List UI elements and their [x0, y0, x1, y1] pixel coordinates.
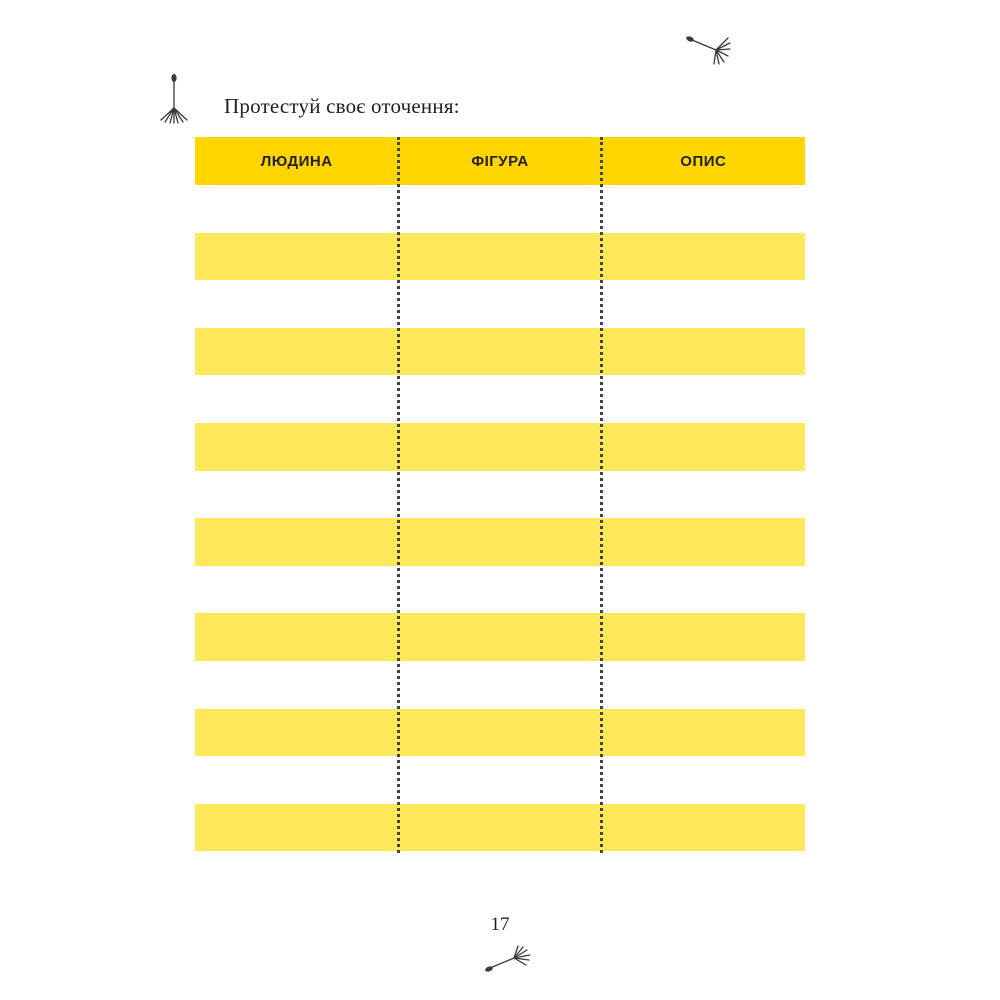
- table-row: [195, 804, 805, 852]
- table-row: [195, 709, 805, 757]
- table-cell: [602, 280, 805, 328]
- table-cell: [195, 613, 398, 661]
- table-row: [195, 423, 805, 471]
- table-cell: [602, 661, 805, 709]
- table-cell: [195, 280, 398, 328]
- table-cell: [398, 375, 601, 423]
- column-divider: [600, 137, 603, 853]
- table-row: [195, 233, 805, 281]
- table-cell: [195, 328, 398, 376]
- table-row: [195, 471, 805, 519]
- table-cell: [602, 613, 805, 661]
- table-cell: [602, 566, 805, 614]
- table-row: [195, 375, 805, 423]
- column-divider: [397, 137, 400, 853]
- table-cell: [195, 375, 398, 423]
- table-cell: [195, 423, 398, 471]
- table-cell: [398, 613, 601, 661]
- table-cell: [195, 566, 398, 614]
- page-heading: Протестуй своє оточення:: [224, 94, 460, 118]
- table-cell: [398, 661, 601, 709]
- table-row: [195, 756, 805, 804]
- dandelion-seed-icon: [484, 944, 532, 974]
- table-cell: [602, 804, 805, 852]
- table-cell: [398, 566, 601, 614]
- survey-table: [195, 137, 805, 851]
- table-cell: [195, 185, 398, 233]
- table-cell: [195, 471, 398, 519]
- column-header-figure: ФІГУРА: [471, 152, 529, 170]
- table-cell: [602, 185, 805, 233]
- dandelion-seed-icon: [684, 32, 732, 68]
- table-cell: [398, 518, 601, 566]
- table-row: [195, 566, 805, 614]
- column-header-person: ЛЮДИНА: [260, 152, 333, 170]
- table-cell: [398, 709, 601, 757]
- table-cell: [602, 233, 805, 281]
- table-cell: [602, 756, 805, 804]
- table-cell: [602, 709, 805, 757]
- table-cell: [398, 233, 601, 281]
- table-cell: [398, 280, 601, 328]
- table-header-row: [195, 137, 805, 185]
- table-cell: [602, 471, 805, 519]
- table-cell: [602, 518, 805, 566]
- table-body: [195, 185, 805, 851]
- table-cell: [195, 661, 398, 709]
- table-cell: [602, 328, 805, 376]
- table-row: [195, 280, 805, 328]
- table-cell: [398, 756, 601, 804]
- table-cell: [398, 328, 601, 376]
- table-cell: [195, 518, 398, 566]
- table-row: [195, 185, 805, 233]
- table-row: [195, 518, 805, 566]
- table-cell: [398, 185, 601, 233]
- table-row: [195, 661, 805, 709]
- table-cell: [195, 756, 398, 804]
- table-cell: [398, 804, 601, 852]
- table-cell: [195, 709, 398, 757]
- table-row: [195, 613, 805, 661]
- table-cell: [195, 233, 398, 281]
- table-cell: [602, 423, 805, 471]
- page-number: 17: [490, 914, 510, 935]
- table-row: [195, 328, 805, 376]
- column-header-description: ОПИС: [680, 152, 727, 170]
- dandelion-seed-icon: [158, 72, 190, 124]
- table-cell: [398, 471, 601, 519]
- table-cell: [602, 375, 805, 423]
- table-cell: [195, 804, 398, 852]
- table-cell: [398, 423, 601, 471]
